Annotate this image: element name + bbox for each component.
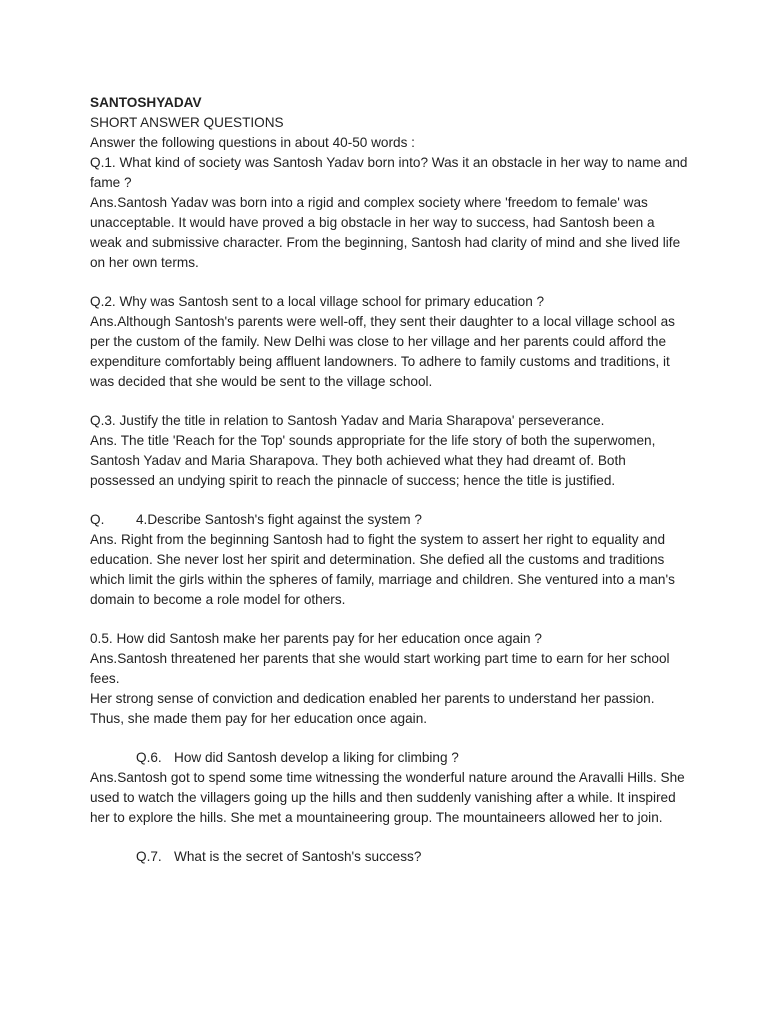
question-4-text: 4.Describe Santosh's fight against the system ? bbox=[136, 512, 422, 527]
paragraph-gap bbox=[90, 273, 690, 292]
question-3: Q.3. Justify the title in relation to Santosh Yadav and Maria Sharapova' perseverance. bbox=[90, 413, 605, 428]
document-body bbox=[90, 93, 690, 867]
answer-6: Ans.Santosh got to spend some time witnessing the wonderful nature around the Aravalli Hills. She used to watch the villagers going up the hills and then suddenly vanishing after a while. It inspired her to explore the hills. She met a mountaineering group. The mountaineers allowed her to join. bbox=[90, 770, 685, 825]
question-2: Q.2. Why was Santosh sent to a local village school for primary education ? bbox=[90, 294, 545, 309]
answer-2: Ans.Although Santosh's parents were well-off, they sent their daughter to a local village school as per the custom of the family. New Delhi was close to her village and her parents could afford the expenditure comfortably being affluent landowners. To adhere to family customs and traditions, it was decided that she would be sent to the village school. bbox=[90, 314, 675, 389]
question-7-text: What is the secret of Santosh's success? bbox=[174, 849, 422, 864]
question-7-number: Q.7. bbox=[136, 849, 162, 864]
question-6-number: Q.6. bbox=[136, 750, 162, 765]
question-7 bbox=[90, 847, 690, 867]
question-6 bbox=[90, 748, 690, 768]
question-1: Q.1. What kind of society was Santosh Yadav born into? Was it an obstacle in her way to name and fame ? bbox=[90, 155, 688, 190]
answer-4: Ans. Right from the beginning Santosh had to fight the system to assert her right to equality and education. She never lost her spirit and determination. She defied all the customs and traditions which limit the girls within the spheres of family, marriage and children. She ventured into a man's domain to become a role model for others. bbox=[90, 532, 675, 607]
paragraph-gap bbox=[90, 491, 690, 510]
paragraph-gap bbox=[90, 392, 690, 411]
paragraph-gap bbox=[90, 610, 690, 629]
answer-5-continued: Her strong sense of conviction and dedication enabled her parents to understand her passion. Thus, she made them pay for her education once again. bbox=[90, 691, 655, 726]
question-6-text: How did Santosh develop a liking for climbing ? bbox=[174, 750, 459, 765]
answer-1: Ans.Santosh Yadav was born into a rigid and complex society where 'freedom to female' was unacceptable. It would have proved a big obstacle in her way to success, had Santosh been a weak and submissive character. From the beginning, Santosh had clarity of mind and she lived life on her own terms. bbox=[90, 195, 681, 270]
paragraph-gap bbox=[90, 828, 690, 847]
document-title: SANTOSHYADAV bbox=[90, 95, 202, 110]
instruction-text: Answer the following questions in about 40-50 words : bbox=[90, 135, 415, 150]
answer-5: Ans.Santosh threatened her parents that she would start working part time to earn for her school fees. bbox=[90, 651, 670, 686]
question-5: 0.5. How did Santosh make her parents pay for her education once again ? bbox=[90, 631, 542, 646]
paragraph-gap bbox=[90, 729, 690, 748]
section-heading: SHORT ANSWER QUESTIONS bbox=[90, 115, 284, 130]
question-4 bbox=[90, 510, 690, 530]
question-4-label: Q. bbox=[90, 512, 105, 527]
answer-3: Ans. The title 'Reach for the Top' sounds appropriate for the life story of both the superwomen, Santosh Yadav and Maria Sharapova. They both achieved what they had dreamt of. Both possessed an undying spirit to reach the pinnacle of success; hence the title is justified. bbox=[90, 433, 656, 488]
